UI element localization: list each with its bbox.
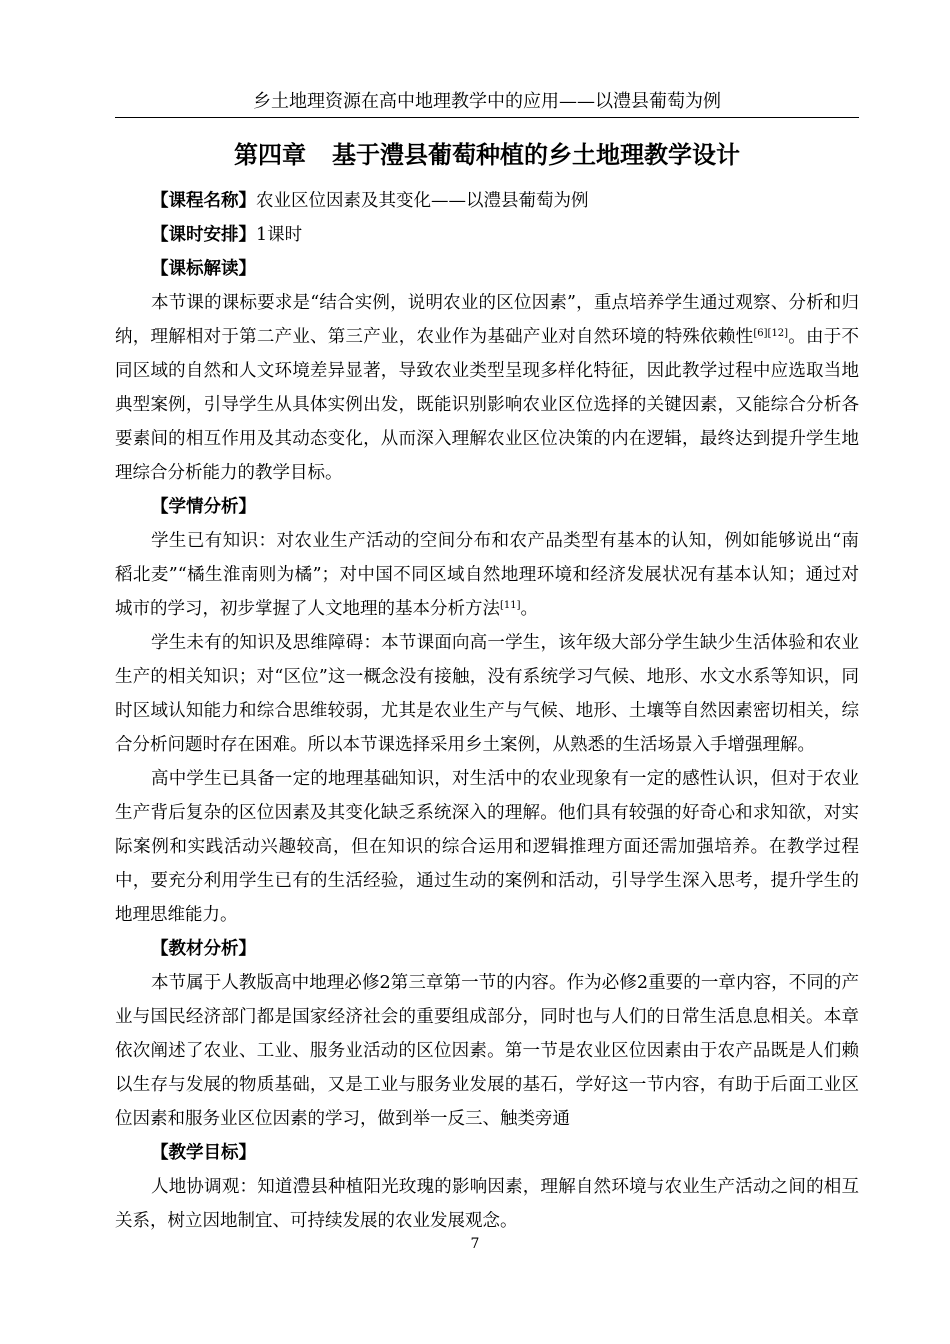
course-hours-label: 【课时安排】 [151, 225, 256, 245]
curriculum-paragraph: 本节课的课标要求是“结合实例，说明农业的区位因素”，重点培养学生通过观察、分析和归纳，理解相对于第二产业、第三产业，农业作为基础产业对自然环境的特殊依赖性[6][12]。由于不同区域的自然和人文环境差异显著，导致农业类型呈现多样化特征，因此教学过程中应选取当地典型案例，引导学生从具体实例出发，既能识别影响农业区位选择的关键因素，又能综合分析各要素间的相互作用及其动态变化，从而深入理解农业区位决策的内在逻辑，最终达到提升学生地理综合分析能力的教学目标。 [115, 293, 860, 483]
student-analysis-paragraph-3: 高中学生已具备一定的地理基础知识，对生活中的农业现象有一定的感性认识，但对于农业生产背后复杂的区位因素及其变化缺乏系统深入的理解。他们具有较强的好奇心和求知欲，对实际案例和实践活动兴趣较高，但在知识的综合运用和逻辑推理方面还需加强培养。在教学过程中，要充分利用学生已有的生活经验，通过生动的案例和活动，引导学生深入思考，提升学生的地理思维能力。 [115, 769, 859, 925]
course-hours-value: 1课时 [256, 225, 303, 245]
page-number: 7 [470, 1236, 480, 1252]
course-hours-line [115, 218, 859, 252]
teaching-goals-paragraph: 人地协调观：知道澧县种植阳光玫瑰的影响因素，理解自然环境与农业生产活动之间的相互关系，树立因地制宜、可持续发展的农业发展观念。 [115, 1177, 859, 1231]
teaching-goals-heading: 【教学目标】 [151, 1143, 256, 1163]
textbook-analysis-paragraph: 本节属于人教版高中地理必修2第三章第一节的内容。作为必修2重要的一章内容，不同的产业与国民经济部门都是国家经济社会的重要组成部分，同时也与人们的日常生活息息相关。本章依次阐述了农业、工业、服务业活动的区位因素。第一节是农业区位因素由于农产品既是人们赖以生存与发展的物质基础，又是工业与服务业发展的基石，学好这一节内容，有助于后面工业区位因素和服务业区位因素的学习，做到举一反三、触类旁通 [115, 973, 859, 1129]
student-analysis-paragraph-1: 学生已有知识：对农业生产活动的空间分布和农产品类型有基本的认知，例如能够说出“南稻北麦”“橘生淮南则为橘”；对中国不同区域自然地理环境和经济发展状况有基本认知；通过对城市的学习，初步掌握了人文地理的基本分析方法[11]。 [115, 531, 859, 619]
textbook-analysis-heading: 【教材分析】 [151, 939, 256, 959]
page-body [115, 184, 859, 1238]
chapter-number: 第四章 [234, 141, 306, 169]
chapter-title [115, 138, 859, 172]
student-analysis-paragraph-2: 学生未有的知识及思维障碍：本节课面向高一学生，该年级大部分学生缺少生活体验和农业生产的相关知识；对“区位”这一概念没有接触，没有系统学习气候、地形、水文水系等知识，同时区域认知能力和综合思维较弱，尤其是农业生产与气候、地形、土壤等自然因素密切相关，综合分析问题时存在困难。所以本节课选择采用乡土案例，从熟悉的生活场景入手增强理解。 [115, 633, 859, 755]
header-divider [115, 117, 859, 118]
running-header: 乡土地理资源在高中地理教学中的应用——以澧县葡萄为例 [253, 91, 721, 112]
course-name-label: 【课程名称】 [151, 191, 256, 211]
citation-ref: [11] [500, 600, 521, 611]
curriculum-heading: 【课标解读】 [151, 259, 256, 279]
course-name-value: 农业区位因素及其变化——以澧县葡萄为例 [256, 191, 589, 211]
citation-ref: [6][12] [753, 328, 789, 339]
chapter-heading: 基于澧县葡萄种植的乡土地理教学设计 [332, 141, 740, 169]
course-name-line [115, 184, 859, 218]
student-analysis-heading: 【学情分析】 [151, 497, 256, 517]
